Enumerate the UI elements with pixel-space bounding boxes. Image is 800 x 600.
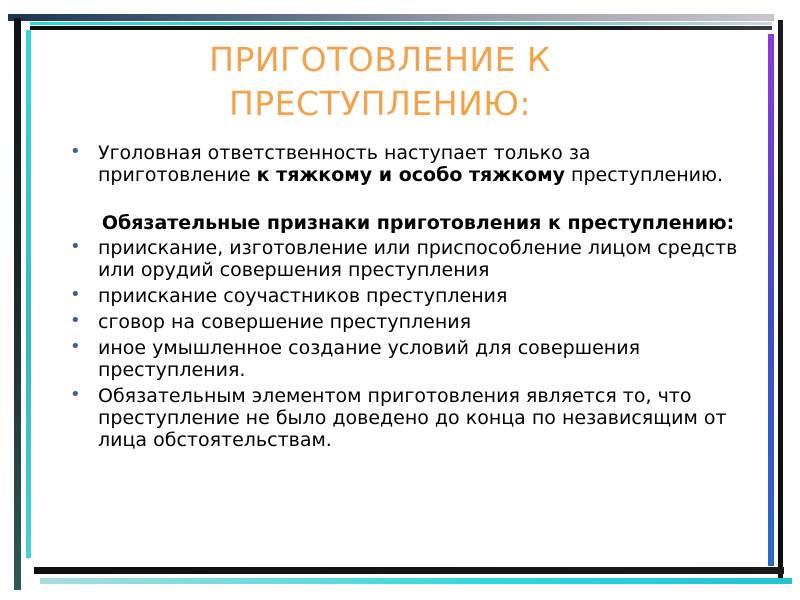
intro-item	[68, 142, 748, 186]
intro-text-1: Уголовная ответственность наступает только за приготовление	[98, 142, 591, 186]
list-item-text: сговор на совершение преступления	[98, 311, 472, 333]
list-item	[68, 237, 748, 281]
list-item	[68, 311, 748, 333]
slide-title	[60, 38, 700, 126]
bullet-icon: •	[70, 336, 81, 357]
list-item-text: Обязательным элементом приготовления является то, что преступление не было доведено до конца по независящим от лица обстоятельствам.	[98, 385, 727, 451]
bullet-icon: •	[70, 310, 81, 331]
frame-bar-right	[778, 20, 783, 580]
bullet-icon: •	[70, 236, 81, 257]
bullet-icon: •	[70, 141, 81, 162]
list-item	[68, 337, 748, 381]
list-item-text: приискание, изготовление или приспособление лицом средств или орудий совершения преступления	[98, 237, 738, 281]
list-item-text: иное умышленное создание условий для совершения преступления.	[98, 337, 641, 381]
frame-bar-top-accent	[30, 22, 772, 25]
subheading: Обязательные признаки приготовления к преступлению:	[101, 212, 735, 234]
list-item-text: приискание соучастников преступления	[98, 285, 508, 307]
slide-body	[68, 142, 748, 451]
slide-title-line1: ПРИГОТОВЛЕНИЕ К	[209, 40, 551, 79]
bullet-icon: •	[70, 284, 81, 305]
slide-title-line2: ПРЕСТУПЛЕНИЮ:	[228, 84, 532, 123]
frame-bar-bottom	[34, 567, 784, 574]
frame-bar-left	[14, 18, 21, 590]
frame-bar-bottom-accent	[40, 578, 792, 584]
frame-bar-left-accent	[26, 30, 31, 558]
intro-text-bold: к тяжкому и особо тяжкому	[256, 164, 565, 186]
frame-bar-top-thin	[30, 26, 772, 30]
list-item	[68, 285, 748, 307]
frame-bar-top	[8, 14, 774, 21]
list-item	[68, 385, 748, 451]
frame-bar-right-accent	[768, 34, 774, 566]
bullet-icon: •	[70, 384, 81, 405]
intro-text-2: преступлению.	[565, 164, 724, 186]
